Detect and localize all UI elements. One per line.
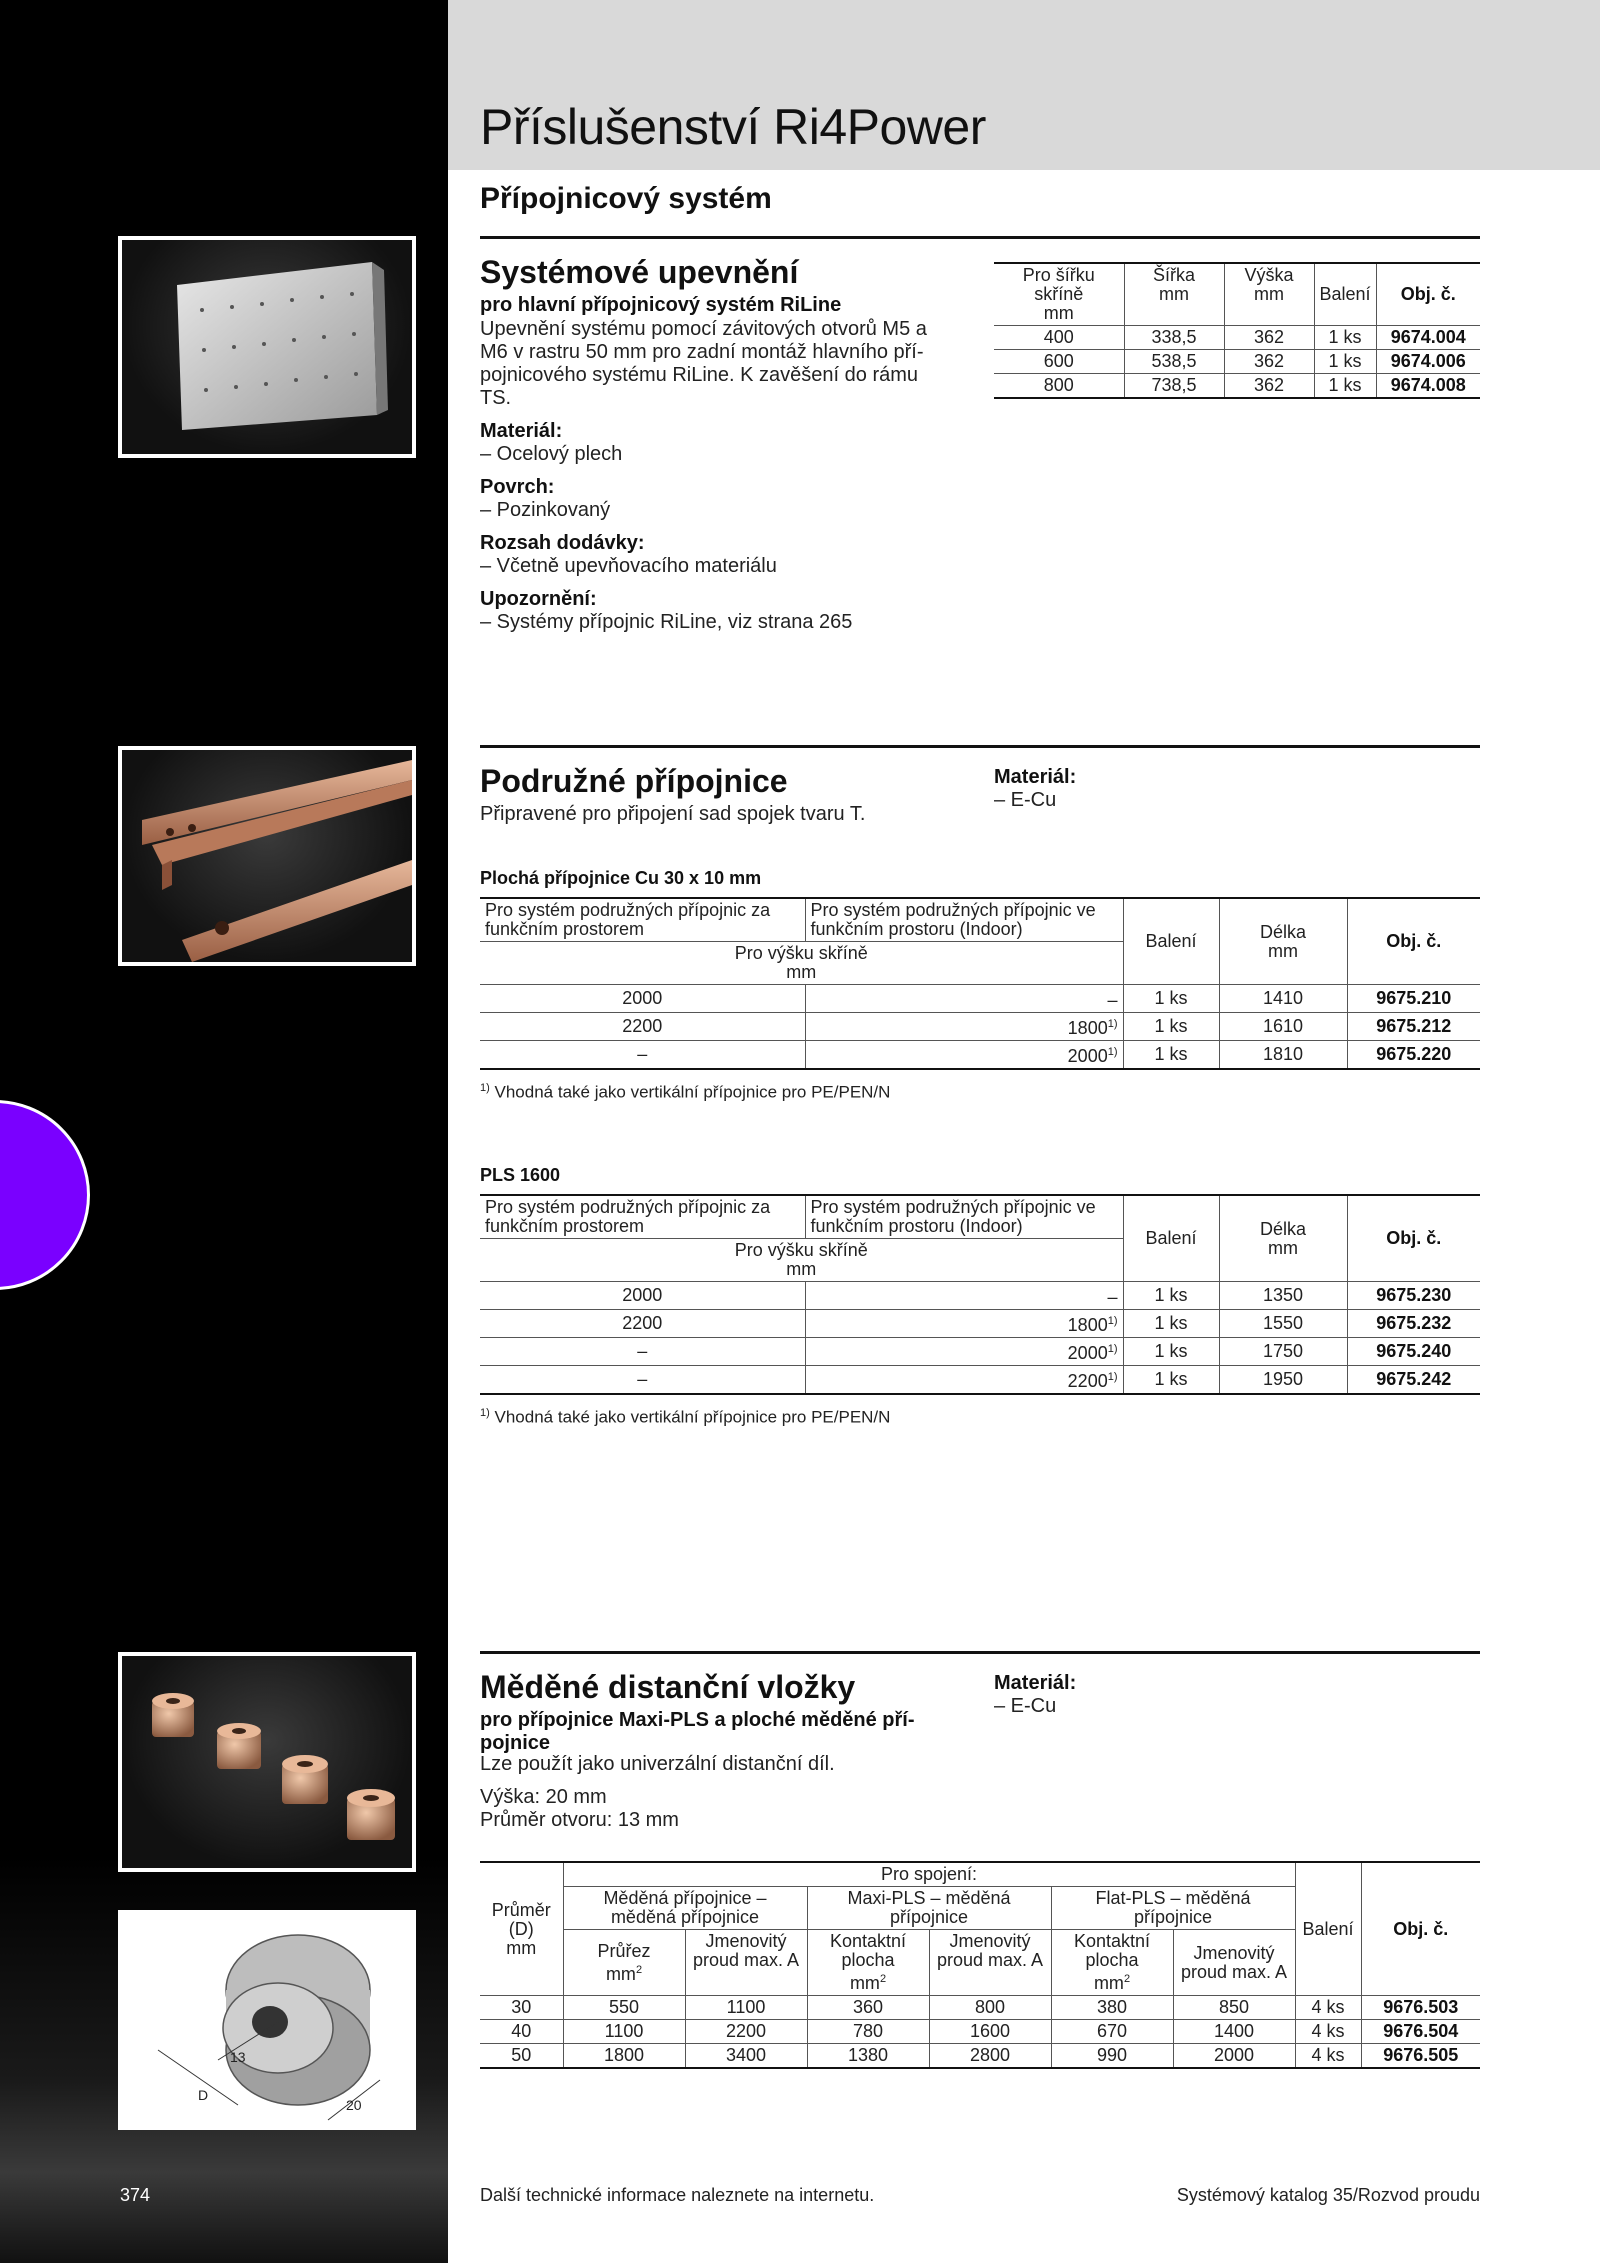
spacer-technical-drawing	[118, 1910, 416, 2130]
cell: 990	[1051, 2044, 1173, 2069]
cell: 40	[480, 2020, 563, 2044]
cell: 4 ks	[1295, 1996, 1361, 2020]
col-header: Průřez $mm^2$	[563, 1930, 685, 1996]
desc-line: Lze použít jako univerzální distanční díl.	[480, 1753, 835, 1775]
table-row	[480, 2044, 1480, 2069]
order-number[interactable]: 9675.220	[1347, 1041, 1480, 1070]
cell: 600	[994, 350, 1124, 374]
page-number: 374	[120, 2185, 151, 2205]
product-title-mounting: Systémové upevnění	[480, 254, 799, 290]
col-header: Balení	[1123, 1195, 1219, 1282]
col-header: Balení	[1295, 1862, 1361, 1996]
footer-info: Další technické informace naleznete na internetu.	[480, 2185, 875, 2205]
table-caption: PLS 1600	[480, 1165, 561, 1185]
material-block-spacers	[994, 1672, 1076, 1718]
flat-busbar-table	[480, 897, 1480, 1070]
col-header: Pro výšku skříně mm	[480, 942, 1123, 985]
col-header: Jmenovitý proud max. A	[929, 1930, 1051, 1996]
cell: 538,5	[1124, 350, 1224, 374]
scope-value: – Včetně upevňovacího materiálu	[480, 555, 777, 577]
cell: 1400	[1173, 2020, 1295, 2044]
cell: –	[805, 1282, 1123, 1310]
subtitle-line: pojnice	[480, 1732, 551, 1754]
cell: 2800	[929, 2044, 1051, 2069]
product-description-mounting	[480, 318, 950, 634]
surface-label: Povrch:	[480, 476, 555, 498]
col-header: Kontaktní plocha $mm^2$	[807, 1930, 929, 1996]
cell: 2200	[480, 1310, 805, 1338]
dim-hole-label: 13	[230, 2049, 246, 2065]
pls-1600-table	[480, 1194, 1480, 1395]
dim-height-label: 20	[346, 2097, 362, 2113]
cell: 1 ks	[1314, 326, 1376, 350]
spacer-table	[480, 1861, 1480, 2069]
material-label: Materiál:	[994, 766, 1077, 788]
cell: 1550	[1219, 1310, 1347, 1338]
col-header: Pro výšku skříně mm	[480, 1239, 1123, 1282]
order-number[interactable]: 9675.230	[1347, 1282, 1480, 1310]
section-rule	[480, 745, 1480, 748]
cell: 1 ks	[1123, 985, 1219, 1013]
col-header: Obj. č.	[1347, 898, 1480, 985]
cell: 400	[994, 326, 1124, 350]
cell: 1610	[1219, 1013, 1347, 1041]
cell: –	[480, 1366, 805, 1395]
col-header: Pro systém podružných přípojnic ve funkčním prostoru (Indoor)	[805, 1195, 1123, 1239]
table-row	[480, 1366, 1480, 1395]
col-header: Pro systém podružných přípojnic za funkčním prostorem	[480, 898, 805, 942]
busbar-image	[122, 750, 412, 962]
cell: 1800$^{1)}$	[805, 1013, 1123, 1041]
order-number[interactable]: 9676.505	[1361, 2044, 1480, 2069]
order-number[interactable]: 9674.004	[1376, 326, 1480, 350]
cell: 738,5	[1124, 374, 1224, 399]
product-subtitle-spacers	[480, 1709, 915, 1755]
cell: 362	[1224, 350, 1314, 374]
material-value: – E-Cu	[994, 1695, 1057, 1717]
material-label: Materiál:	[994, 1672, 1077, 1694]
subtitle-line: pro přípojnice Maxi-PLS a ploché měděné pří-	[480, 1709, 915, 1731]
cell: 1100	[685, 1996, 807, 2020]
cell: 2000$^{1)}$	[805, 1041, 1123, 1070]
mounting-plate-image	[122, 240, 412, 454]
cell: 1 ks	[1123, 1282, 1219, 1310]
cell: 800	[929, 1996, 1051, 2020]
cell: 1 ks	[1123, 1041, 1219, 1070]
col-header: Měděná přípojnice – měděná přípojnice	[563, 1887, 807, 1930]
product-description-busbars: Připravené pro připojení sad spojek tvaru T.	[480, 803, 866, 825]
product-description-spacers	[480, 1753, 835, 1832]
col-header: Délka mm	[1219, 1195, 1347, 1282]
order-number[interactable]: 9674.006	[1376, 350, 1480, 374]
table-row	[994, 374, 1480, 399]
section-rule	[480, 1651, 1480, 1654]
col-header: Obj. č.	[1361, 1862, 1480, 1996]
order-number[interactable]: 9675.210	[1347, 985, 1480, 1013]
table-row	[480, 1338, 1480, 1366]
order-number[interactable]: 9675.232	[1347, 1310, 1480, 1338]
desc-line: pojnicového systému RiLine. K zavěšení do rámu	[480, 364, 919, 386]
table-row	[994, 326, 1480, 350]
table-row	[480, 1041, 1480, 1070]
section-title: Přípojnicový systém	[480, 182, 772, 215]
col-header: Kontaktní plocha $mm^2$	[1051, 1930, 1173, 1996]
hole-spec: Průměr otvoru: 13 mm	[480, 1809, 679, 1831]
desc-line: TS.	[480, 387, 512, 409]
col-header: Průměr (D) mm	[480, 1862, 563, 1996]
chapter-tab[interactable]	[0, 1100, 90, 1290]
cell: 1 ks	[1314, 350, 1376, 374]
table-row	[480, 1996, 1480, 2020]
order-number[interactable]: 9674.008	[1376, 374, 1480, 399]
material-value: – Ocelový plech	[480, 443, 623, 465]
material-block-busbars	[994, 766, 1076, 812]
cell: 1 ks	[1123, 1310, 1219, 1338]
cell: 2200	[685, 2020, 807, 2044]
cell: 1350	[1219, 1282, 1347, 1310]
order-number[interactable]: 9675.242	[1347, 1366, 1480, 1395]
cell: 1 ks	[1123, 1338, 1219, 1366]
col-header: Obj. č.	[1347, 1195, 1480, 1282]
spacers-image	[122, 1656, 412, 1868]
cell: 338,5	[1124, 326, 1224, 350]
col-header: Délka mm	[1219, 898, 1347, 985]
cell: –	[805, 985, 1123, 1013]
cell: 800	[994, 374, 1124, 399]
cell: 30	[480, 1996, 563, 2020]
cell: 850	[1173, 1996, 1295, 2020]
note-value: – Systémy přípojnic RiLine, viz strana 265	[480, 611, 853, 633]
table-row	[480, 1282, 1480, 1310]
col-header: Pro systém podružných přípojnic ve funkčním prostoru (Indoor)	[805, 898, 1123, 942]
cell: 380	[1051, 1996, 1173, 2020]
product-title-spacers: Měděné distanční vložky	[480, 1669, 856, 1705]
cell: 2000$^{1)}$	[805, 1338, 1123, 1366]
cell: 1810	[1219, 1041, 1347, 1070]
cell: 670	[1051, 2020, 1173, 2044]
cell: 1 ks	[1123, 1013, 1219, 1041]
cell: 1100	[563, 2020, 685, 2044]
col-header: Výška mm	[1224, 263, 1314, 326]
spacer-dimension-drawing	[118, 1910, 416, 2130]
cell: 2200$^{1)}$	[805, 1366, 1123, 1395]
dim-d-label: D	[198, 2087, 209, 2103]
table-footnote: $^{1)}$ Vhodná také jako vertikální přípojnice pro PE/PEN/N	[480, 1407, 891, 1427]
cell: 362	[1224, 326, 1314, 350]
height-spec: Výška: 20 mm	[480, 1786, 607, 1808]
order-number[interactable]: 9675.240	[1347, 1338, 1480, 1366]
desc-line: Upevnění systému pomocí závitových otvorů M5 a	[480, 318, 927, 340]
material-value: – E-Cu	[994, 789, 1057, 811]
scope-label: Rozsah dodávky:	[480, 532, 645, 554]
page-title: Příslušenství Ri4Power	[480, 99, 986, 155]
col-header: Pro systém podružných přípojnic za funkčním prostorem	[480, 1195, 805, 1239]
material-label: Materiál:	[480, 420, 563, 442]
col-header: Maxi-PLS – měděná přípojnice	[807, 1887, 1051, 1930]
col-header: Jmenovitý proud max. A	[1173, 1930, 1295, 1996]
order-number[interactable]: 9675.212	[1347, 1013, 1480, 1041]
col-header: Pro šířku skříně mm	[994, 263, 1124, 326]
table-caption: Plochá přípojnice Cu 30 x 10 mm	[480, 868, 762, 888]
cell: 2000	[480, 985, 805, 1013]
desc-line: M6 v rastru 50 mm pro zadní montáž hlavního pří-	[480, 341, 924, 363]
table-footnote: $^{1)}$ Vhodná také jako vertikální přípojnice pro PE/PEN/N	[480, 1082, 891, 1102]
cell: –	[480, 1338, 805, 1366]
cell: 780	[807, 2020, 929, 2044]
col-header: Pro spojení:	[563, 1862, 1295, 1887]
cell: 3400	[685, 2044, 807, 2069]
table-row	[480, 985, 1480, 1013]
table-row	[994, 350, 1480, 374]
order-number[interactable]: 9676.503	[1361, 1996, 1480, 2020]
table-row	[480, 2020, 1480, 2044]
col-header: Obj. č.	[1376, 263, 1480, 326]
cell: 2200	[480, 1013, 805, 1041]
cell: 1 ks	[1314, 374, 1376, 399]
cell: –	[480, 1041, 805, 1070]
cell: 1800$^{1)}$	[805, 1310, 1123, 1338]
col-header: Balení	[1123, 898, 1219, 985]
cell: 360	[807, 1996, 929, 2020]
cell: 2000	[1173, 2044, 1295, 2069]
col-header: Flat-PLS – měděná přípojnice	[1051, 1887, 1295, 1930]
table-row	[480, 1310, 1480, 1338]
cell: 1410	[1219, 985, 1347, 1013]
cell: 2000	[480, 1282, 805, 1310]
cell: 50	[480, 2044, 563, 2069]
product-title-busbars: Podružné přípojnice	[480, 763, 788, 799]
table-row	[480, 1013, 1480, 1041]
cell: 1750	[1219, 1338, 1347, 1366]
order-number[interactable]: 9676.504	[1361, 2020, 1480, 2044]
col-header: Jmenovitý proud max. A	[685, 1930, 807, 1996]
cell: 1600	[929, 2020, 1051, 2044]
cell: 1380	[807, 2044, 929, 2069]
product-photo-mounting-plate	[118, 236, 416, 458]
cell: 362	[1224, 374, 1314, 399]
mounting-table	[994, 262, 1480, 399]
footer-catalog: Systémový katalog 35/Rozvod proudu	[1176, 2185, 1480, 2205]
cell: 4 ks	[1295, 2020, 1361, 2044]
note-label: Upozornění:	[480, 588, 597, 610]
cell: 1950	[1219, 1366, 1347, 1395]
product-subtitle-mounting: pro hlavní přípojnicový systém RiLine	[480, 294, 842, 316]
cell: 1 ks	[1123, 1366, 1219, 1395]
surface-value: – Pozinkovaný	[480, 499, 611, 521]
cell: 550	[563, 1996, 685, 2020]
col-header: Balení	[1314, 263, 1376, 326]
cell: 4 ks	[1295, 2044, 1361, 2069]
section-rule	[480, 236, 1480, 239]
col-header: Šířka mm	[1124, 263, 1224, 326]
cell: 1800	[563, 2044, 685, 2069]
product-photo-busbars	[118, 746, 416, 966]
product-photo-spacers	[118, 1652, 416, 1872]
